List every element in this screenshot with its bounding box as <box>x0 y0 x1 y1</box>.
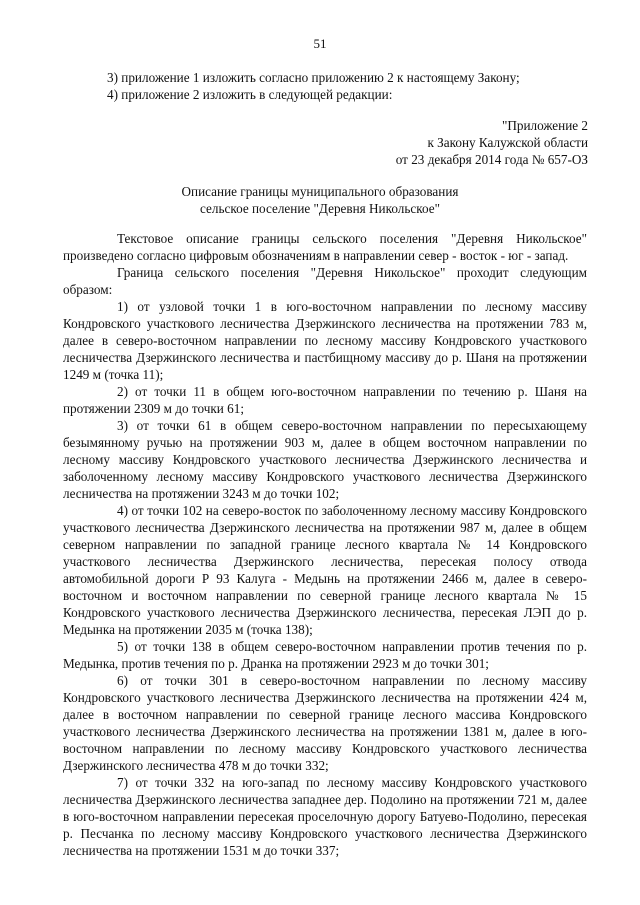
paragraph-intro: Текстовое описание границы сельского поселения "Деревня Никольское" произведено согласно цифровым обозначениям в направлении север - восток - юг - запад. <box>63 231 587 263</box>
amendment-item-4: 4) приложение 2 изложить в следующей редакции: <box>107 87 393 102</box>
paragraph-segment-5: 5) от точки 138 в общем северо-восточном направлении против течения по р. Медынка, против течения по р. Дранка на протяжении 2923 м до точки 301; <box>63 639 587 671</box>
appendix-header-line-1: "Приложение 2 <box>501 118 588 133</box>
paragraph-segment-3: 3) от точки 61 в общем северо-восточном направлении по пересыхающему безымянному ручью на протяжении 903 м, далее в общем восточном направлении по лесному массиву Кондровского участкового лесничества Дзержинского лесничества и заболоченному лесному массиву Кондровского участкового лесничества Дзержинского лесничества на протяжении 3243 м до точки 102; <box>63 418 587 501</box>
page-number: 51 <box>313 36 327 51</box>
paragraph-segment-6: 6) от точки 301 в северо-восточном направлении по лесному массиву Кондровского участкового лесничества Дзержинского лесничества на протяжении 424 м, далее в восточном направлении по северной границе лесного массива Кондровского участкового лесничества Дзержинского лесничества на протяжении 1381 м, далее в юго-восточном направлении по лесному массиву Кондровского участкового лесничества Дзержинского лесничества 478 м до точки 332; <box>63 673 587 773</box>
appendix-header-line-2: к Закону Калужской области <box>427 135 588 150</box>
document-title-line-1: Описание границы муниципального образования <box>181 184 459 199</box>
amendment-item-3: 3) приложение 1 изложить согласно приложению 2 к настоящему Закону; <box>107 70 520 85</box>
paragraph-segment-7: 7) от точки 332 на юго-запад по лесному массиву Кондровского участкового лесничества Дзержинского лесничества западнее дер. Подолино на протяжении 721 м, далее в юго-восточном направлении пересекая проселочную дорогу Батуево-Подолино, пересекая р. Песчанка по лесному массиву Кондровского участкового лесничества Дзержинского лесничества на протяжении 1531 м до точки 337; <box>63 775 587 858</box>
document-title-line-2: сельское поселение "Деревня Никольское" <box>200 201 440 216</box>
paragraph-segment-4: 4) от точки 102 на северо-восток по заболоченному лесному массиву Кондровского участкового лесничества Дзержинского лесничества на протяжении 987 м, далее в общем северном направлении по западной границе лесного квартала № 14 Кондровского участкового лесничества Дзержинского лесничества, пересекая полосу отвода автомобильной дороги Р 93 Калуга - Медынь на протяжении 2466 м, далее в северо-восточном и восточном направлении по северной границе лесного квартала № 15 Кондровского участкового лесничества Дзержинского лесничества, пересекая ЛЭП до р. Медынка на протяжении 2035 м (точка 138); <box>63 503 587 637</box>
paragraph-segment-1: 1) от узловой точки 1 в юго-восточном направлении по лесному массиву Кондровского участкового лесничества Дзержинского лесничества на протяжении 783 м, далее в северо-восточном направлении по лесному массиву Кондровского участкового лесничества Дзержинского лесничества и пастбищному массиву до р. Шаня на протяжении 1249 м (точка 11); <box>63 299 587 382</box>
body-text <box>63 230 587 859</box>
paragraph-segment-2: 2) от точки 11 в общем юго-восточном направлении по течению р. Шаня на протяжении 2309 м до точки 61; <box>63 384 587 416</box>
appendix-header-line-3: от 23 декабря 2014 года № 657-ОЗ <box>395 152 588 167</box>
paragraph-boundary-lead: Граница сельского поселения "Деревня Никольское" проходит следующим образом: <box>63 265 587 297</box>
